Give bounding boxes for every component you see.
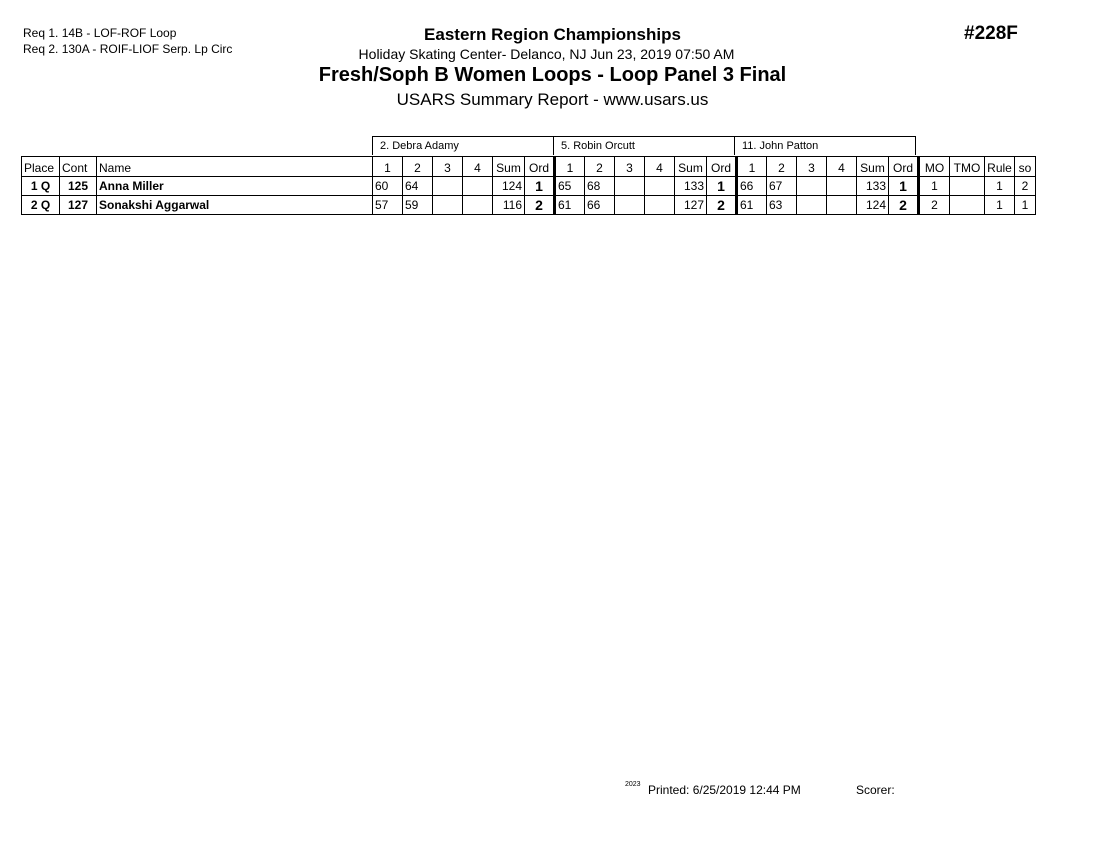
j2-score-4-cell	[645, 196, 675, 215]
so-cell: 1	[1015, 196, 1036, 215]
table-row	[22, 177, 1036, 196]
col-j1-score-3: 3	[433, 157, 463, 177]
mo-cell: 1	[919, 177, 950, 196]
col-mo: MO	[919, 157, 950, 177]
j1-score-2-cell: 59	[403, 196, 433, 215]
j2-score-2-cell: 66	[585, 196, 615, 215]
j1-score-3-cell	[433, 196, 463, 215]
j1-ord-cell: 1	[525, 177, 555, 196]
j2-sum-cell: 133	[675, 177, 707, 196]
so-cell: 2	[1015, 177, 1036, 196]
report-title: Eastern Region Championships	[424, 25, 681, 44]
col-rule: Rule	[985, 157, 1015, 177]
place-cell: 1 Q	[22, 177, 60, 196]
footer-code: 2023	[625, 781, 641, 788]
col-j3-sum: Sum	[857, 157, 889, 177]
j2-score-3-cell	[615, 177, 645, 196]
col-j3-score-4: 4	[827, 157, 857, 177]
tmo-cell	[950, 177, 985, 196]
judge-3-name: 11. John Patton	[734, 136, 916, 155]
j3-ord-cell: 2	[889, 196, 919, 215]
j3-ord-cell: 1	[889, 177, 919, 196]
j3-score-3-cell	[797, 177, 827, 196]
event-number: #228F	[964, 23, 1018, 44]
col-j1-ord: Ord	[525, 157, 555, 177]
col-place: Place	[22, 157, 60, 177]
rule-cell: 1	[985, 177, 1015, 196]
mo-cell: 2	[919, 196, 950, 215]
j1-score-4-cell	[463, 196, 493, 215]
col-j2-sum: Sum	[675, 157, 707, 177]
col-j1-sum: Sum	[493, 157, 525, 177]
place-cell: 2 Q	[22, 196, 60, 215]
col-j1-score-2: 2	[403, 157, 433, 177]
judge-1-name: 2. Debra Adamy	[372, 136, 554, 155]
j2-score-3-cell	[615, 196, 645, 215]
tmo-cell	[950, 196, 985, 215]
j3-sum-cell: 133	[857, 177, 889, 196]
j1-sum-cell: 116	[493, 196, 525, 215]
j1-score-1-cell: 57	[373, 196, 403, 215]
col-j1-score-1: 1	[373, 157, 403, 177]
j1-sum-cell: 124	[493, 177, 525, 196]
cont-cell: 125	[60, 177, 97, 196]
j3-score-4-cell	[827, 196, 857, 215]
col-j3-score-3: 3	[797, 157, 827, 177]
j2-ord-cell: 1	[707, 177, 737, 196]
j3-score-2-cell: 67	[767, 177, 797, 196]
requirement-2: Req 2. 130A - ROIF-LIOF Serp. Lp Circ	[23, 42, 233, 56]
col-cont: Cont	[60, 157, 97, 177]
printed-timestamp: Printed: 6/25/2019 12:44 PM	[648, 783, 801, 797]
name-cell: Sonakshi Aggarwal	[97, 196, 373, 215]
j3-score-1-cell: 61	[737, 196, 767, 215]
j1-score-2-cell: 64	[403, 177, 433, 196]
col-j2-score-3: 3	[615, 157, 645, 177]
requirement-1: Req 1. 14B - LOF-ROF Loop	[23, 26, 177, 40]
j3-score-4-cell	[827, 177, 857, 196]
j2-score-1-cell: 61	[555, 196, 585, 215]
col-j1-score-4: 4	[463, 157, 493, 177]
table-row	[22, 196, 1036, 215]
j2-score-1-cell: 65	[555, 177, 585, 196]
j2-score-2-cell: 68	[585, 177, 615, 196]
column-header-row	[22, 157, 1036, 177]
j1-score-4-cell	[463, 177, 493, 196]
j3-score-3-cell	[797, 196, 827, 215]
j1-ord-cell: 2	[525, 196, 555, 215]
results-table	[21, 156, 1036, 215]
col-name: Name	[97, 157, 373, 177]
j2-sum-cell: 127	[675, 196, 707, 215]
report-subtitle: USARS Summary Report - www.usars.us	[396, 90, 709, 109]
rule-cell: 1	[985, 196, 1015, 215]
col-j2-ord: Ord	[707, 157, 737, 177]
j2-ord-cell: 2	[707, 196, 737, 215]
col-j2-score-4: 4	[645, 157, 675, 177]
col-j3-score-2: 2	[767, 157, 797, 177]
cont-cell: 127	[60, 196, 97, 215]
col-j3-ord: Ord	[889, 157, 919, 177]
event-title: Fresh/Soph B Women Loops - Loop Panel 3 Final	[318, 64, 787, 86]
j1-score-3-cell	[433, 177, 463, 196]
j1-score-1-cell: 60	[373, 177, 403, 196]
col-so: so	[1015, 157, 1036, 177]
scorer-label: Scorer:	[856, 783, 895, 797]
name-cell: Anna Miller	[97, 177, 373, 196]
j3-sum-cell: 124	[857, 196, 889, 215]
col-j2-score-1: 1	[555, 157, 585, 177]
col-j2-score-2: 2	[585, 157, 615, 177]
col-tmo: TMO	[950, 157, 985, 177]
judge-2-name: 5. Robin Orcutt	[553, 136, 735, 155]
j2-score-4-cell	[645, 177, 675, 196]
j3-score-2-cell: 63	[767, 196, 797, 215]
j3-score-1-cell: 66	[737, 177, 767, 196]
col-j3-score-1: 1	[737, 157, 767, 177]
venue-date: Holiday Skating Center- Delanco, NJ Jun 23, 2019 07:50 AM	[358, 46, 735, 62]
